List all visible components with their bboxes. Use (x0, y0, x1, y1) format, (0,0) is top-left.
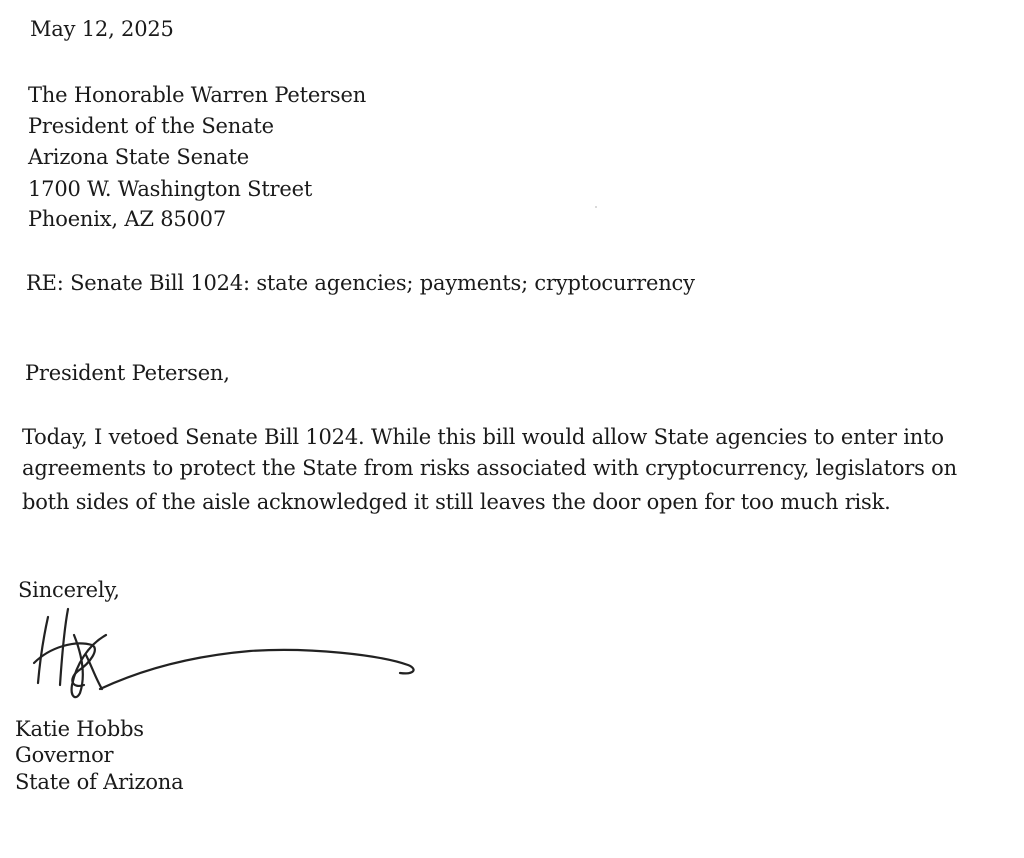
recipient-title: President of the Senate (28, 114, 274, 138)
body-paragraph-line: Today, I vetoed Senate Bill 1024. While this bill would allow State agencies to enter into (22, 425, 944, 449)
closing: Sincerely, (18, 578, 120, 602)
recipient-name: The Honorable Warren Petersen (28, 83, 367, 107)
subject-re-line: RE: Senate Bill 1024: state agencies; payments; cryptocurrency (26, 271, 695, 295)
recipient-street: 1700 W. Washington Street (28, 177, 313, 201)
handwritten-signature (30, 605, 425, 705)
signer-title: Governor (15, 743, 114, 767)
signer-state: State of Arizona (15, 770, 184, 794)
scan-speck (595, 206, 597, 208)
body-paragraph-line: both sides of the aisle acknowledged it still leaves the door open for too much risk. (22, 490, 891, 514)
recipient-organization: Arizona State Senate (28, 145, 249, 169)
salutation: President Petersen, (25, 361, 230, 385)
letter-date: May 12, 2025 (30, 17, 174, 41)
body-paragraph-line: agreements to protect the State from risks associated with cryptocurrency, legislators on (22, 456, 957, 480)
recipient-city-state-zip: Phoenix, AZ 85007 (28, 207, 226, 231)
signer-name: Katie Hobbs (15, 717, 144, 741)
